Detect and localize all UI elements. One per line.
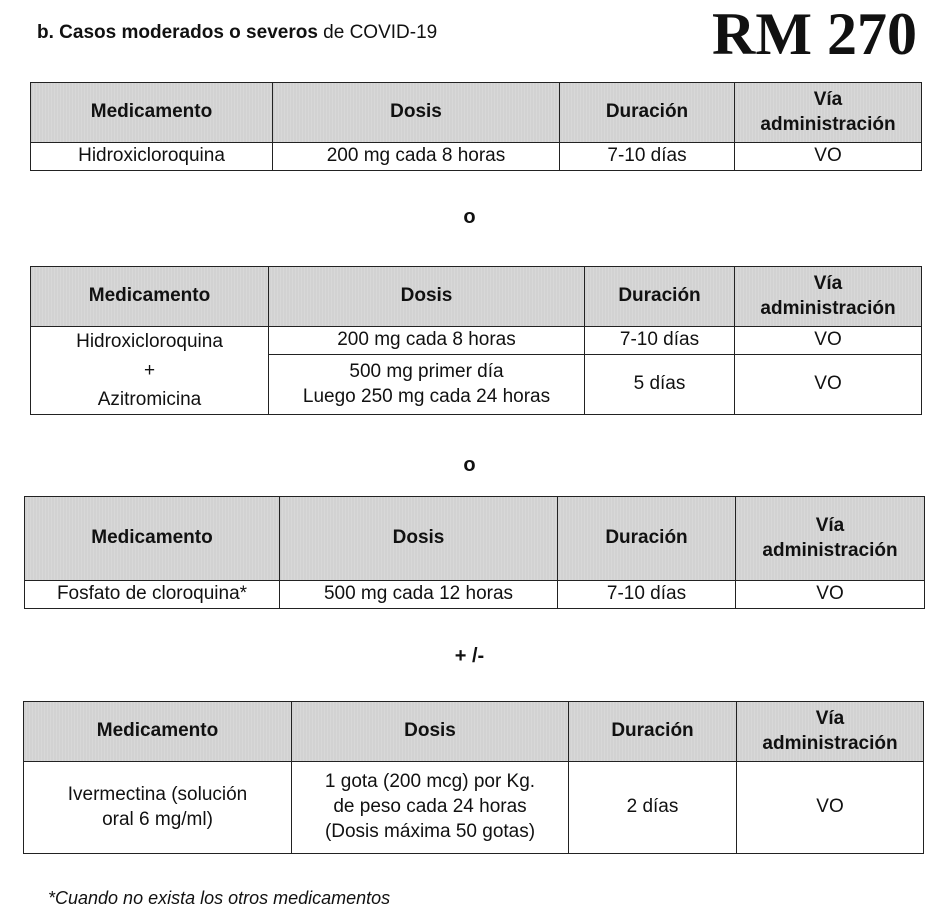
cell-via: VO xyxy=(735,143,922,171)
connector-o-2: o xyxy=(463,454,476,476)
cell-medicamento: Fosfato de cloroquina* xyxy=(25,581,280,609)
cell-via: VO xyxy=(736,581,925,609)
col-header-dosis: Dosis xyxy=(292,702,569,762)
cell-medicamento: Hidroxicloroquina xyxy=(31,143,273,171)
col-header-via xyxy=(737,702,924,762)
col-header-medicamento: Medicamento xyxy=(25,497,280,581)
dosis-line2: de peso cada 24 horas xyxy=(333,796,527,818)
cell-dosis xyxy=(269,355,585,415)
col-header-duracion: Duración xyxy=(569,702,737,762)
col-header-medicamento: Medicamento xyxy=(31,83,273,143)
cell-duracion: 2 días xyxy=(569,762,737,854)
col-header-via xyxy=(735,83,922,143)
cell-duracion: 7-10 días xyxy=(585,327,735,355)
table-ivermectina xyxy=(23,701,924,854)
med-line2: oral 6 mg/ml) xyxy=(102,808,213,830)
med-line1: Hidroxicloroquina xyxy=(76,331,223,352)
table-row xyxy=(25,581,925,609)
table-header-row xyxy=(24,702,924,762)
via-line2: administración xyxy=(760,297,896,319)
table-header-row xyxy=(31,267,922,327)
rm-stamp: RM 270 xyxy=(712,1,917,67)
col-header-via xyxy=(735,267,922,327)
via-line1: Vía xyxy=(813,272,843,294)
heading-bold: Casos moderados o severos xyxy=(59,22,318,43)
cell-via: VO xyxy=(735,327,922,355)
table-header-row xyxy=(31,83,922,143)
table-header-row xyxy=(25,497,925,581)
med-line3: Azitromicina xyxy=(97,389,202,410)
col-header-via xyxy=(736,497,925,581)
cell-medicamento xyxy=(24,762,292,854)
col-header-medicamento: Medicamento xyxy=(31,267,269,327)
cell-duracion: 5 días xyxy=(585,355,735,415)
section-heading xyxy=(37,22,437,44)
cell-duracion: 7-10 días xyxy=(560,143,735,171)
cell-dosis: 500 mg cada 12 horas xyxy=(280,581,558,609)
table-row xyxy=(31,143,922,171)
table-hidroxicloroquina xyxy=(30,82,922,171)
table-row xyxy=(31,327,922,355)
cell-via: VO xyxy=(735,355,922,415)
col-header-medicamento: Medicamento xyxy=(24,702,292,762)
via-line1: Vía xyxy=(813,88,843,110)
dosis-line1: 500 mg primer día xyxy=(349,360,504,382)
col-header-dosis: Dosis xyxy=(273,83,560,143)
dosis-line2: Luego 250 mg cada 24 horas xyxy=(302,385,551,407)
col-header-dosis: Dosis xyxy=(269,267,585,327)
footnote: *Cuando no exista los otros medicamentos xyxy=(48,888,391,908)
connector-o-1: o xyxy=(463,206,476,228)
cell-dosis xyxy=(292,762,569,854)
via-line2: administración xyxy=(760,113,896,135)
med-line1: Ivermectina (solución xyxy=(67,783,248,805)
cell-duracion: 7-10 días xyxy=(558,581,736,609)
via-line1: Vía xyxy=(815,514,845,536)
cell-medicamento-combo xyxy=(31,327,269,415)
cell-via: VO xyxy=(737,762,924,854)
heading-prefix: b. xyxy=(37,22,54,43)
via-line2: administración xyxy=(762,539,898,561)
dosis-line3: (Dosis máxima 50 gotas) xyxy=(324,820,536,842)
dosis-line1: 1 gota (200 mcg) por Kg. xyxy=(324,771,536,793)
connector-plus-minus: + /- xyxy=(454,645,485,667)
cell-dosis: 200 mg cada 8 horas xyxy=(269,327,585,355)
col-header-duracion: Duración xyxy=(585,267,735,327)
via-line2: administración xyxy=(762,732,898,754)
col-header-duracion: Duración xyxy=(560,83,735,143)
table-row xyxy=(24,762,924,854)
col-header-duracion: Duración xyxy=(558,497,736,581)
via-line1: Vía xyxy=(815,707,845,729)
cell-dosis: 200 mg cada 8 horas xyxy=(273,143,560,171)
table-fosfato-cloroquina xyxy=(24,496,925,609)
table-hidroxicloroquina-azitromicina xyxy=(30,266,922,415)
col-header-dosis: Dosis xyxy=(280,497,558,581)
med-plus: + xyxy=(143,360,156,381)
heading-rest: de COVID-19 xyxy=(323,22,438,43)
